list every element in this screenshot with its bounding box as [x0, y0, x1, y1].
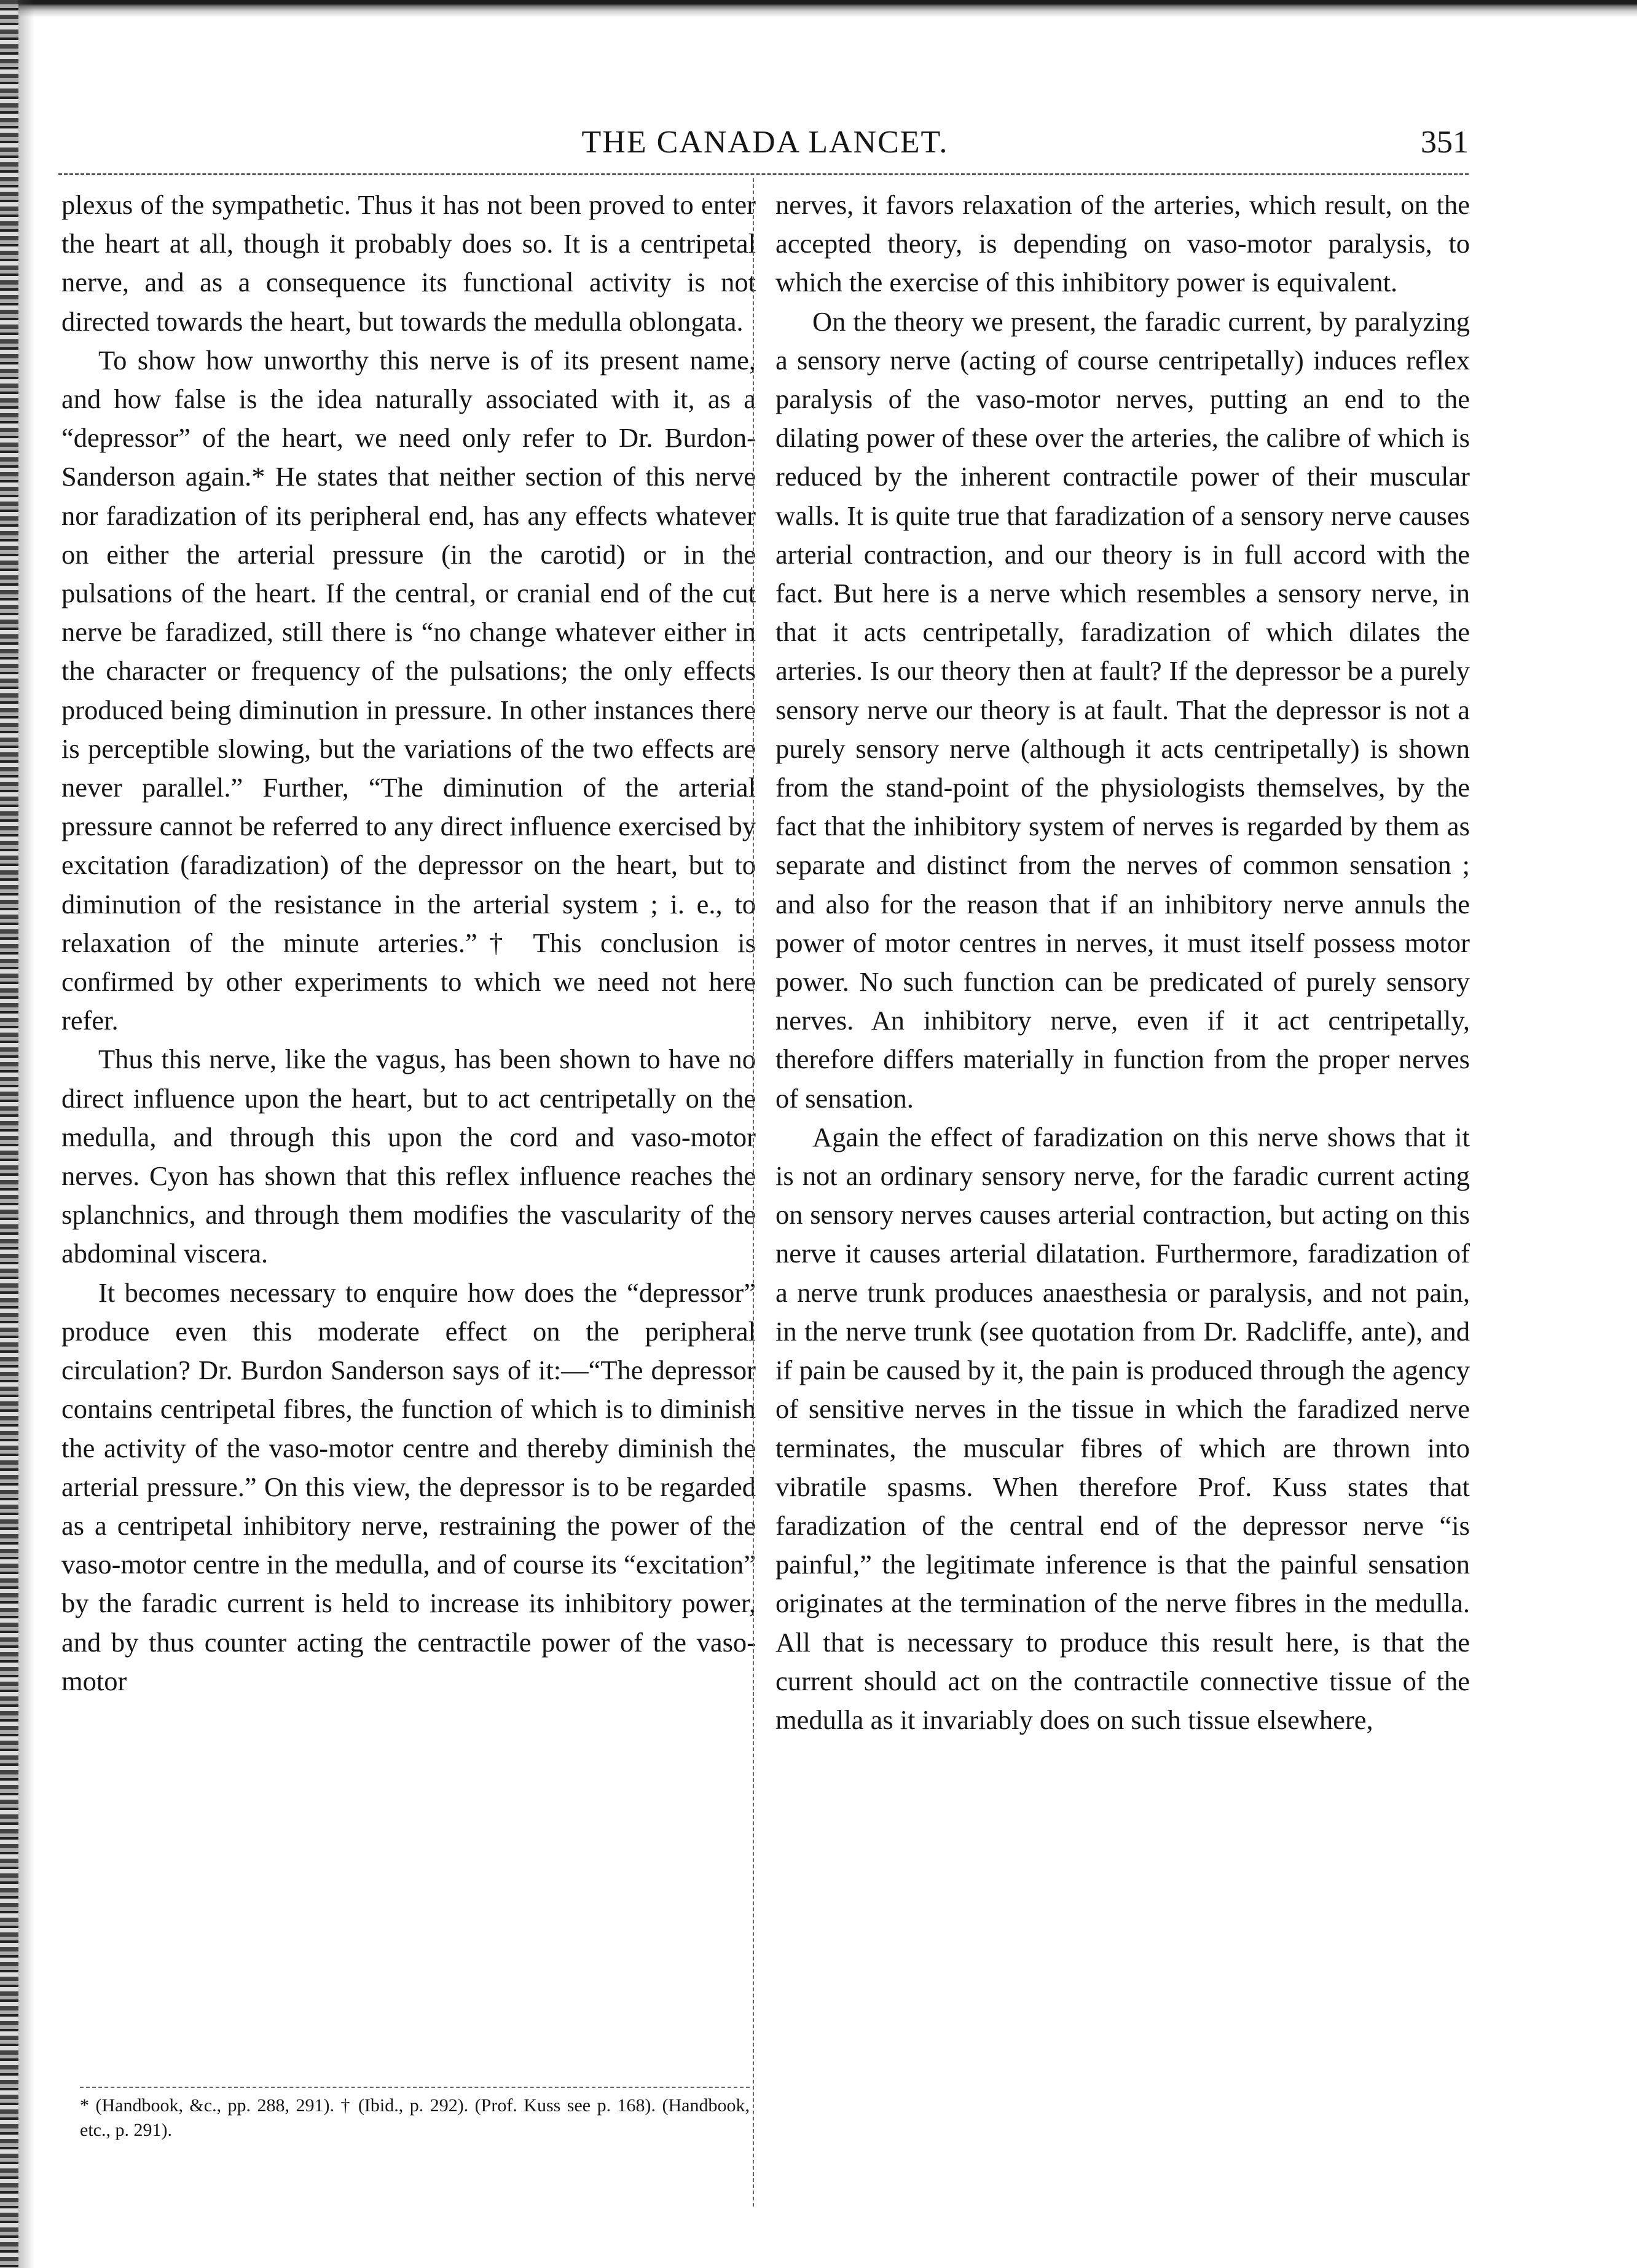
column-divider [753, 178, 754, 2207]
paragraph: Again the effect of faradization on this nerve shows that it is not an ordinary sensory nerve, for the faradic current acting on sensory nerves causes arterial contraction, but acting on this nerve it causes arterial dilatation. Furthermore, faradization of a nerve trunk produces anaesthesia or paralysis, and not pain, in the nerve trunk (see quotation from Dr. Radcliffe, ante), and if pain be caused by it, the pain is produced through the agency of sensitive nerves in the tissue in which the faradized nerve terminates, the muscular fibres of which are thrown into vibratile spasms. When therefore Prof. Kuss states that faradization of the central end of the depressor nerve “is painful,” the legitimate inference is that the painful sensation originates at the termination of the nerve fibres in the medulla. All that is necessary to produce this result here, is that the current should act on the contractile connective tissue of the medulla as it invariably does on such tissue elsewhere, [775, 1121, 1470, 1735]
paragraph: On the theory we present, the faradic current, by paralyzing a sensory nerve (acting of course centripetally) induces reflex paralysis of the vaso-motor nerves, putting an end to the dilating power of these over the arteries, the calibre of which is reduced by the inherent contractile power of their muscular walls. It is quite true that faradization of a sensory nerve causes arterial contraction, and our theory is in full accord with the fact. But here is a nerve which resembles a sensory nerve, in that it acts centripetally, faradization of which dilates the arteries. Is our theory then at fault? If the depressor be a purely sensory nerve our theory is at fault. That the depressor is not a purely sensory nerve (although it acts centripetally) is shown from the stand-point of the physiologists themselves, by the fact that the inhibitory system of nerves is regarded by them as separate and distinct from the nerves of common sensation ; and also for the reason that if an inhibitory nerve annuls the power of motor centres in nerves, it must itself possess motor power. No such function can be predicated of purely sensory nerves. An inhibitory nerve, even if it act centripetally, therefore differs materially in function from the proper nerves of sensation. [775, 305, 1470, 1114]
running-header [61, 124, 1469, 165]
right-column [775, 186, 1470, 1739]
paragraph: To show how unworthy this nerve is of its present name, and how false is the idea naturally associated with it, as a “depressor” of the heart, we need only refer to Dr. Burdon-Sanderson again.* He states that neither section of this nerve nor faradization of its peripheral end, has any effects whatever on either the arterial pressure (in the carotid) or in the pulsations of the heart. If the central, or cranial end of the cut nerve be faradized, still there is “no change whatever either in the character or frequency of the pulsations; the only effects produced being diminution in pressure. In other instances there is perceptible slowing, but the variations of the two effects are never parallel.” Further, “The diminution of the arterial pressure cannot be referred to any direct influence exercised by excitation (faradization) of the depressor on the heart, but to diminution of the resistance in the arterial system ; i. e., to relaxation of the minute arteries.”† This conclusion is confirmed by other experiments to which we need not here refer. [61, 344, 756, 1036]
left-column [61, 186, 756, 1701]
scan-edge-top [0, 0, 1637, 17]
paragraph: It becomes necessary to enquire how does the “depressor” produce even this moderate effect on the peripheral circulation? Dr. Burdon Sanderson says of it:—“The depressor contains centripetal fibres, the function of which is to diminish the activity of the vaso-motor centre and thereby diminish the arterial pressure.” On this view, the depressor is to be regarded as a centripetal inhibitory nerve, restraining the power of the vaso-motor centre in the medulla, and of course its “excitation” by the faradic current is held to increase its inhibitory power, and by thus counter acting the centractile power of the vaso-motor [61, 1277, 756, 1696]
footnotes [80, 2093, 750, 2143]
footnote-rule [80, 2087, 750, 2088]
paragraph: plexus of the sympathetic. Thus it has not been proved to enter the heart at all, though it probably does so. It is a centripetal nerve, and as a consequence its functional activity is not directed towards the heart, but towards the medulla oblongata. [61, 189, 756, 337]
paragraph: Thus this nerve, like the vagus, has been shown to have no direct influence upon the heart, but to act centripetally on the medulla, and through this upon the cord and vaso-motor nerves. Cyon has shown that this reflex influence reaches the splanchnics, and through them modifies the vascularity of the abdominal viscera. [61, 1044, 756, 1269]
page-number: 351 [1421, 125, 1469, 160]
scan-binding-edge [0, 0, 18, 2268]
footnote: * (Handbook, &c., pp. 288, 291). † (Ibid., p. 292). (Prof. Kuss see p. 168). (Handbook, etc., p. 291). [80, 2095, 750, 2140]
journal-title: THE CANADA LANCET. [581, 125, 949, 160]
paragraph: nerves, it favors relaxation of the arteries, which result, on the accepted theory, is depending on vaso-motor paralysis, to which the exercise of this inhibitory power is equivalent. [775, 189, 1470, 298]
scan-binding-shadow [18, 0, 34, 2268]
header-rule [58, 173, 1469, 175]
